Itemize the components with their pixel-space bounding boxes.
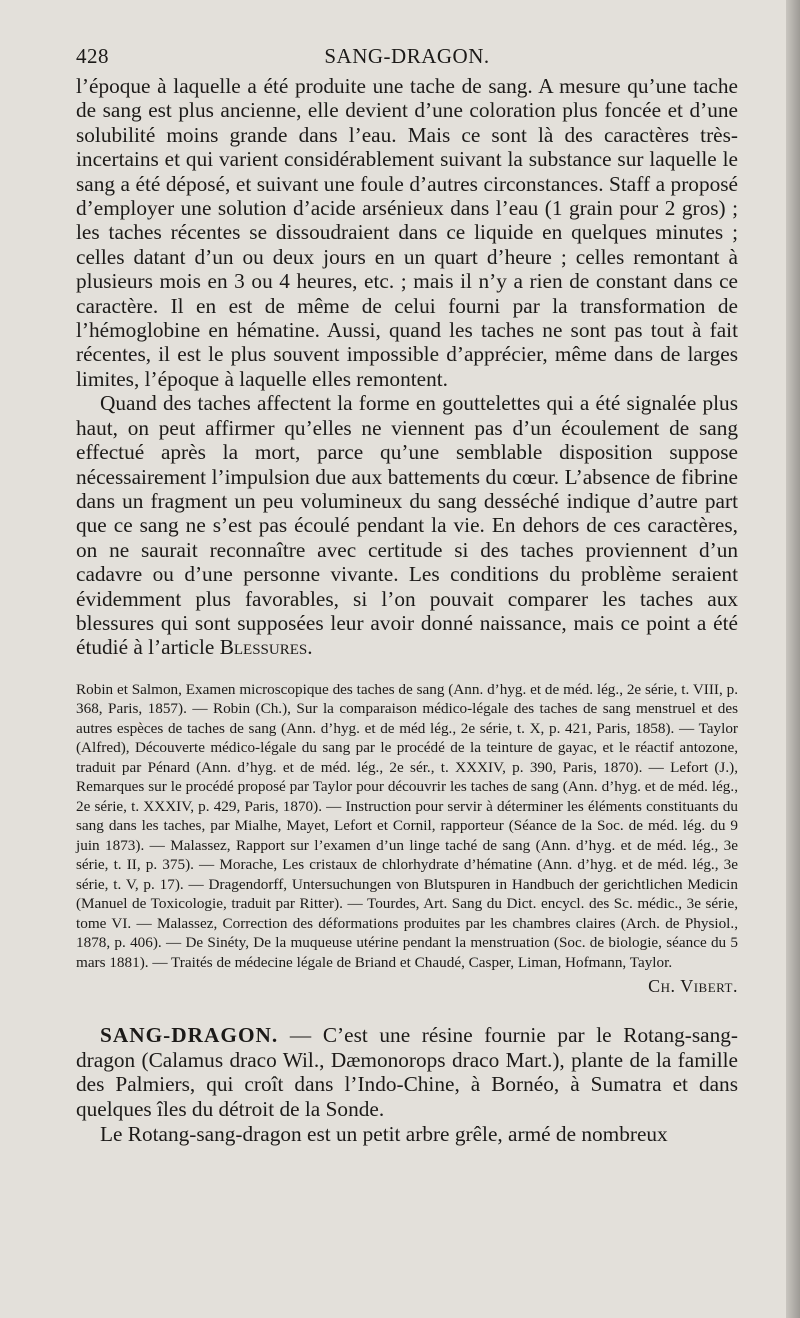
main-text [76, 74, 738, 660]
author-signature: Ch. Vibert. [648, 976, 738, 997]
article-headword: SANG-DRAGON. [100, 1023, 279, 1048]
paragraph-2-end: . [307, 635, 313, 660]
paragraph-2 [76, 391, 738, 659]
paragraph-2-text: Quand des taches affectent la forme en gouttelettes qui a été signalée plus haut, on peut affirmer qu’elles ne viennent pas d’un écoulement de sang effectué après la mort, parce qu’une semblable disposition suppose nécessairement l’impulsion due aux battements du cœur. L’absence de fibrine dans un fragment un peu volumineux du sang desséché indique d’autre part que ce sang ne s’est pas écoulé pendant la vie. En dehors de ces caractères, on ne saurait reconnaître avec certitude si des taches proviennent d’un cadavre ou d’une personne vivante. Les conditions du problème seraient évidemment plus favorables, si l’on pouvait comparer les taches aux blessures qui sont supposées leur avoir donné naissance, mais ce point a été étudié à l’article [76, 391, 738, 660]
bibliography: Robin et Salmon, Examen microscopique des taches de sang (Ann. d’hyg. et de méd. lég., 2e série, t. VIII, p. 368, Paris, 1857). — Robin (Ch.), Sur la comparaison médico-légale des taches de sang menstruel et des autres espèces de taches de sang (Ann. d’hyg. et de méd lég., 2e série, t. X, p. 421, Paris, 1858). — Taylor (Alfred), Découverte médico-légale du sang par le procédé de la teinture de gayac, et le réactif antozone, traduit par Pénard (Ann. d’hyg. et de méd. lég., 2e sér., t. XXXIV, p. 390, Paris, 1870). — Lefort (J.), Remarques sur le procédé proposé par Taylor pour découvrir les taches de sang (Ann. d’hyg. et de méd. lég., 2e série, t. XXXIV, p. 429, Paris, 1870). — Instruction pour servir à déterminer les éléments constituants du sang dans les taches, par Mialhe, Mayet, Lefort et Cornil, rapporteur (Séance de la Soc. de méd. lég. du 9 juin 1873). — Malassez, Rapport sur l’examen d’un linge taché de sang (Ann. d’hyg. et de méd. lég., 3e série, t. II, p. 375). — Morache, Les cristaux de chlorhydrate d’hématine (Ann. d’hyg. et de méd. lég., 3e série, t. V, p. 17). — Dragendorff, Untersuchungen von Blutspuren in Handbuch der gerichtlichen Medicin (Manuel de Toxicologie, traduit par Ritter). — Tourdes, Art. Sang du Dict. encycl. des Sc. médic., 3e série, tome VI. — Malassez, Correction des déformations produites par les chambres claires (Arch. de Physiol., 1878, p. 406). — De Sinéty, De la muqueuse utérine pendant la menstruation (Soc. de biologie, séance du 5 mars 1881). — Traités de médecine légale de Briand et Chaudé, Casper, Liman, Hofmann, Taylor. [76, 680, 738, 971]
article-sang-dragon [76, 1023, 738, 1146]
article-paragraph-2: Le Rotang-sang-dragon est un petit arbre grêle, armé de nombreux [100, 1121, 668, 1146]
page-edge-shadow [786, 0, 800, 1318]
running-title: SANG-DRAGON. [324, 44, 490, 68]
page-header [76, 40, 738, 74]
article-paragraph-1-text: — C’est une résine fournie par le Rotang-sang-dragon (Calamus draco Wil., Dæmonorops draco Mart.), plante de la famille des Palmiers, qui croît dans l’Indo-Chine, à Bornéo, à Sumatra et dans quelques îles du détroit de la Sonde. [76, 1023, 738, 1122]
paragraph-1: l’époque à laquelle a été produite une tache de sang. A mesure qu’une tache de sang est plus ancienne, elle devient d’une coloration plus foncée et d’une solubilité moins grande dans l’eau. Mais ce sont là des caractères très-incertains et qui varient considérablement suivant la substance sur laquelle le sang a été déposé, et suivant une foule d’autres circonstances. Staff a proposé d’employer une solution d’acide arsénieux dans l’eau (1 grain pour 2 gros) ; les taches récentes se dissoudraient dans ce liquide en quelques minutes ; celles datant d’un ou deux jours en un quart d’heure ; celles remontant à plusieurs mois en 3 ou 4 heures, etc. ; mais il n’y a rien de constant dans ce caractère. Il en est de même de celui fourni par la transformation de l’hémoglobine en hématine. Aussi, quand les taches ne sont pas tout à fait récentes, il est le plus souvent impossible d’apprécier, même dans de larges limites, l’époque à laquelle elles remontent. [76, 74, 738, 391]
cross-reference-link: Blessures [219, 635, 308, 660]
article-paragraph-1 [76, 1023, 738, 1121]
page-number: 428 [76, 44, 109, 68]
